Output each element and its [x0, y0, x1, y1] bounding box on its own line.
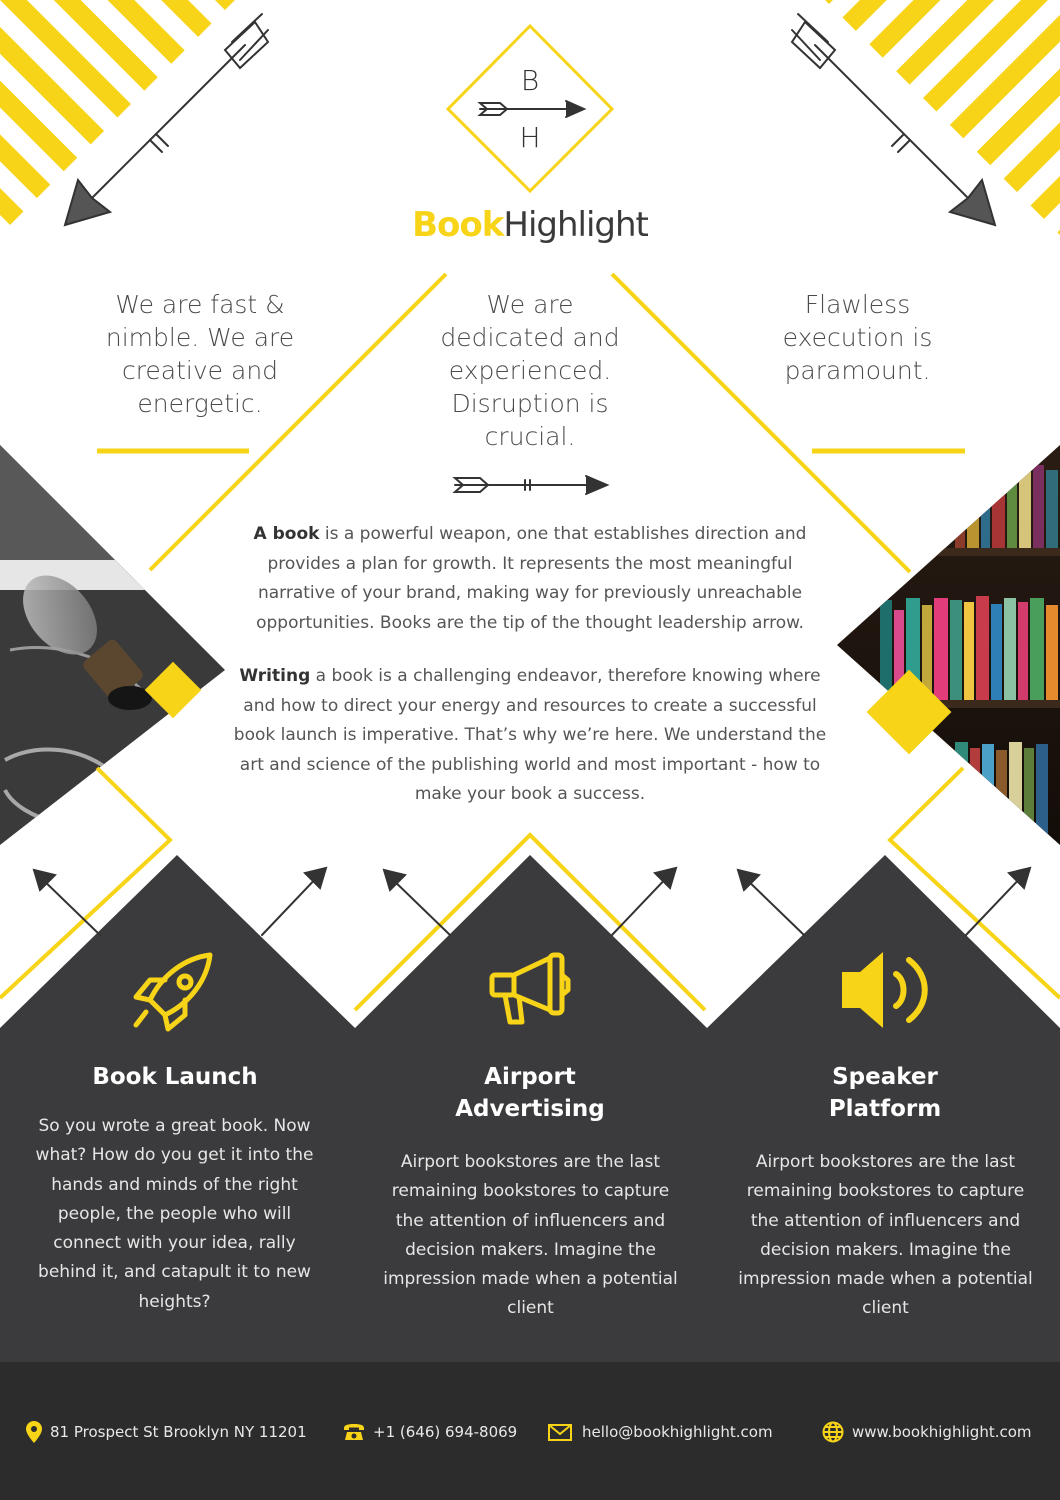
footer-address: [26, 1420, 307, 1444]
footer-website[interactable]: [822, 1420, 1032, 1444]
phone-text: +1 (646) 694-8069: [373, 1423, 518, 1441]
location-pin-icon: [26, 1421, 42, 1443]
logo-arrow-icon: [480, 101, 584, 117]
bookshelf-photo: [830, 440, 1060, 860]
band-arrow-3: [384, 870, 450, 935]
intro-lead-1: A book: [253, 524, 320, 544]
website-text: www.bookhighlight.com: [852, 1423, 1032, 1441]
lightbulb-photo: [0, 440, 240, 860]
band-arrow-2: [262, 868, 326, 935]
tagline-right: Flawless execution is paramount.: [782, 290, 933, 385]
service-title-airport-advertising: Airport Advertising: [455, 1064, 605, 1122]
intro-text-2: a book is a challenging endeavor, therefore knowing where and how to direct your energy and resources to create a successful book launch is imperative. That’s why we’re here. We understand the art and science of the publishing world and most important - how to make your book a success.: [233, 666, 827, 804]
service-title-speaker-platform: Speaker Platform: [828, 1064, 942, 1122]
footer-email[interactable]: [548, 1420, 773, 1444]
email-text: hello@bookhighlight.com: [582, 1423, 773, 1441]
top-right-stripes: [825, 0, 1060, 235]
tagline-center: We are dedicated and experienced. Disruption is crucial.: [440, 290, 620, 451]
top-left-stripes: [0, 0, 235, 235]
band-arrow-6: [966, 868, 1030, 935]
service-text-airport-advertising: Airport bookstores are the last remaining bookstores to capture the attention of influencers and decision makers. Imagine the impression made when a potential client: [383, 1152, 678, 1319]
globe-icon: [822, 1421, 844, 1443]
brand-wordmark: [330, 205, 730, 245]
intro-paragraph-1: [230, 520, 830, 638]
band-arrow-4: [612, 868, 676, 935]
intro-paragraph-2: [230, 662, 830, 810]
service-text-speaker-platform: Airport bookstores are the last remaining bookstores to capture the attention of influencers and decision makers. Imagine the impression made when a potential client: [738, 1152, 1033, 1319]
footer-phone[interactable]: [343, 1420, 517, 1444]
divider-arrow-icon: [455, 476, 607, 494]
logo-monogram-h: H: [519, 121, 541, 154]
band-arrow-1: [34, 870, 100, 935]
address-text: 81 Prospect St Brooklyn NY 11201: [50, 1423, 307, 1441]
brand-name-highlight: Highlight: [503, 205, 648, 245]
service-text-book-launch: So you wrote a great book. Now what? How do you get it into the hands and minds of the right people, the people who will connect with your idea, rally behind it, and catapult it to new heights?: [35, 1116, 314, 1312]
phone-icon: [343, 1423, 365, 1441]
service-title-book-launch: Book Launch: [92, 1064, 258, 1090]
band-arrow-5: [738, 870, 804, 935]
intro-lead-2: Writing: [239, 666, 311, 686]
envelope-icon: [548, 1424, 572, 1441]
brand-name-book: Book: [412, 205, 504, 245]
logo-monogram-b: B: [520, 64, 540, 97]
intro-text-1: is a powerful weapon, one that establishes direction and provides a plan for growth. It represents the most meaningful narrative of your brand, making way for previously unreachable opportunities. Books are the tip of the thought leadership arrow.: [256, 524, 807, 633]
tagline-left: We are fast & nimble. We are creative and energetic.: [105, 290, 295, 418]
